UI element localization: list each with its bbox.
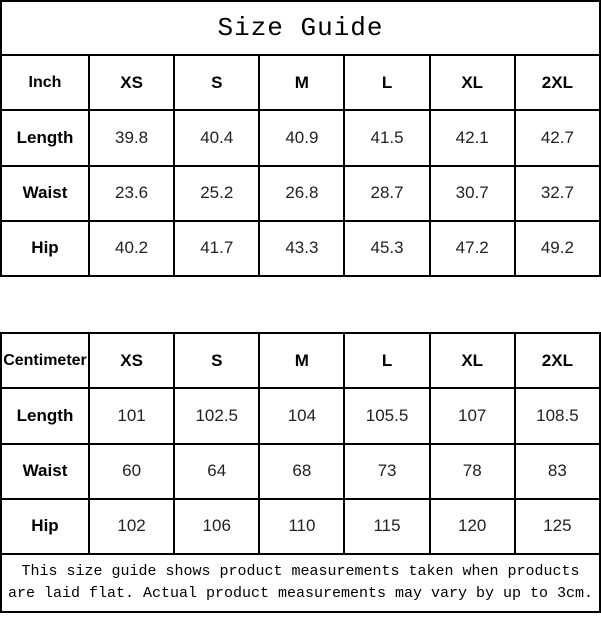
inch-hip-row [1,221,600,276]
centimeter-waist-row [1,444,600,499]
size-value-cell: 39.8 [89,110,174,165]
size-column-header: L [344,55,429,110]
size-value-cell: 78 [430,444,515,499]
size-value-cell: 102.5 [174,388,259,443]
row-label-cell: Length [1,388,89,443]
centimeter-length-row [1,388,600,443]
size-value-cell: 43.3 [259,221,344,276]
size-value-cell: 23.6 [89,166,174,221]
size-column-header: 2XL [515,333,600,388]
size-value-cell: 25.2 [174,166,259,221]
row-label-cell: Length [1,110,89,165]
size-column-header: XL [430,55,515,110]
size-value-cell: 73 [344,444,429,499]
size-column-header: XL [430,333,515,388]
centimeter-table [0,332,601,555]
size-value-cell: 42.1 [430,110,515,165]
size-value-cell: 28.7 [344,166,429,221]
size-value-cell: 47.2 [430,221,515,276]
size-value-cell: 40.4 [174,110,259,165]
size-value-cell: 40.2 [89,221,174,276]
inch-unit-header: Inch [1,55,89,110]
size-value-cell: 32.7 [515,166,600,221]
size-column-header: XS [89,55,174,110]
size-value-cell: 30.7 [430,166,515,221]
size-column-header: S [174,333,259,388]
centimeter-hip-row [1,499,600,554]
size-value-cell: 49.2 [515,221,600,276]
size-value-cell: 106 [174,499,259,554]
inch-table [0,54,601,277]
size-value-cell: 125 [515,499,600,554]
size-value-cell: 26.8 [259,166,344,221]
size-guide-title-box [0,0,601,56]
size-value-cell: 104 [259,388,344,443]
size-value-cell: 110 [259,499,344,554]
size-column-header: S [174,55,259,110]
footer-note-line2: are laid flat. Actual product measurements may vary by up to 3cm. [7,585,594,602]
size-value-cell: 40.9 [259,110,344,165]
inch-waist-row [1,166,600,221]
size-column-header: M [259,333,344,388]
centimeter-unit-header: Centimeter [1,333,89,388]
size-column-header: L [344,333,429,388]
row-label-cell: Hip [1,499,89,554]
size-value-cell: 102 [89,499,174,554]
size-value-cell: 107 [430,388,515,443]
inch-header-row [1,55,600,110]
size-value-cell: 68 [259,444,344,499]
size-value-cell: 41.7 [174,221,259,276]
size-value-cell: 105.5 [344,388,429,443]
size-value-cell: 120 [430,499,515,554]
row-label-cell: Hip [1,221,89,276]
size-value-cell: 108.5 [515,388,600,443]
footer-note [0,553,601,613]
size-value-cell: 64 [174,444,259,499]
size-column-header: M [259,55,344,110]
size-value-cell: 115 [344,499,429,554]
size-value-cell: 101 [89,388,174,443]
size-value-cell: 83 [515,444,600,499]
row-label-cell: Waist [1,444,89,499]
table-gap [0,277,601,334]
inch-length-row [1,110,600,165]
row-label-cell: Waist [1,166,89,221]
size-value-cell: 41.5 [344,110,429,165]
footer-note-line1: This size guide shows product measurements taken when products [21,563,580,581]
centimeter-header-row [1,333,600,388]
size-value-cell: 60 [89,444,174,499]
size-value-cell: 42.7 [515,110,600,165]
size-column-header: XS [89,333,174,388]
size-value-cell: 45.3 [344,221,429,276]
page-title: Size Guide [217,13,384,43]
size-column-header: 2XL [515,55,600,110]
